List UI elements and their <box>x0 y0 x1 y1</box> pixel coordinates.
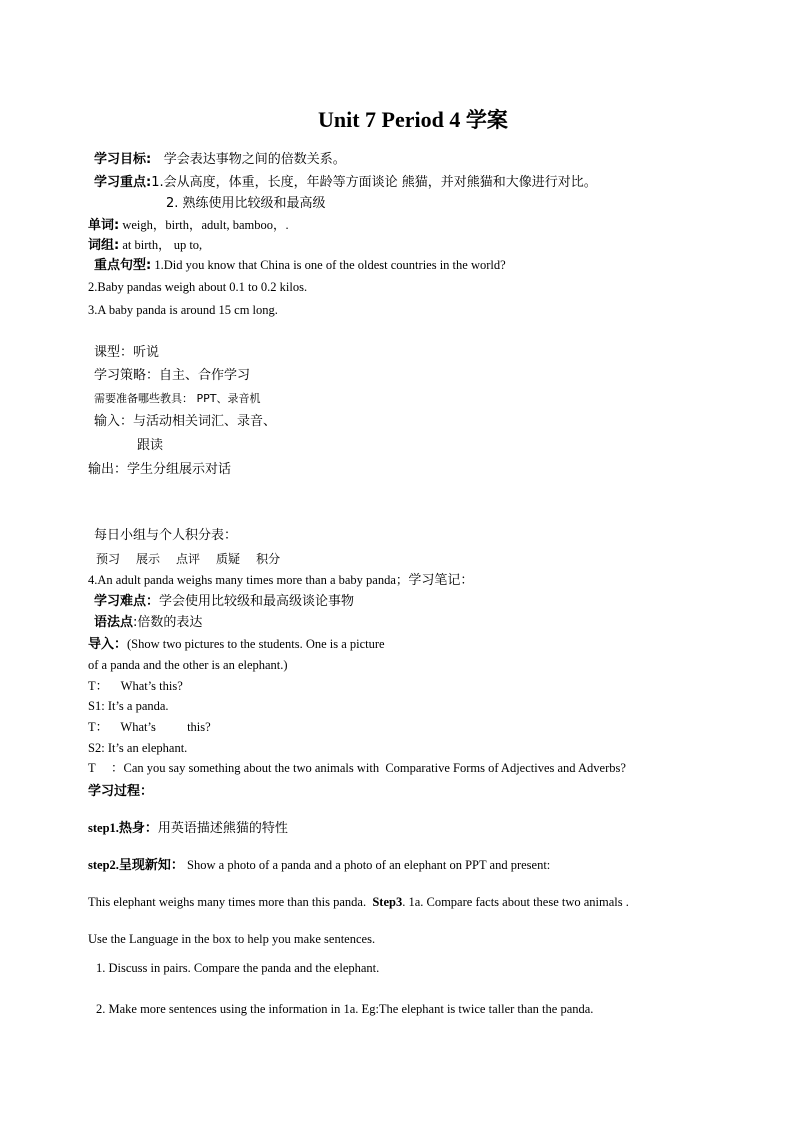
dialogue-line: S2: It’s an elephant. <box>88 741 188 755</box>
dialogue-line: T ：Can you say something about the two animals with Comparative Forms of Adjectives and Adverbs? <box>88 761 626 775</box>
page-title: Unit 7 Period 4 学案 <box>318 107 508 132</box>
key-points-item2: 2. 熟练使用比较级和最高级 <box>166 196 326 211</box>
difficulty-line: 学习难点：学会使用比较级和最高级谈论事物 <box>94 594 355 609</box>
key-sentence-2: 2.Baby pandas weigh about 0.1 to 0.2 kilos. <box>88 280 308 294</box>
intro-line-2: of a panda and the other is an elephant.) <box>88 658 288 672</box>
intro-line: 导入：(Show two pictures to the students. One is a picture <box>88 637 385 652</box>
dialogue-line: T： What’s this? <box>88 720 211 734</box>
step3-line-2: Use the Language in the box to help you make sentences. <box>88 932 376 946</box>
key-points-line: 学习重点:1.会从高度，体重，长度，年龄等方面谈论 熊猫，并对熊猫和大像进行对比。 <box>94 175 597 190</box>
grammar-line: 语法点:倍数的表达 <box>94 615 203 630</box>
task-item: 1. Discuss in pairs. Compare the panda and the elephant. <box>96 961 380 975</box>
score-table-title: 每日小组与个人积分表： <box>94 528 238 543</box>
output-line: 输出：学生分组展示对话 <box>88 462 232 477</box>
learning-strategy: 学习策略：自主、合作学习 <box>94 368 251 383</box>
step1-line: step1.热身：用英语描述熊猫的特性 <box>88 821 288 836</box>
dialogue-line: S1: It’s a panda. <box>88 699 169 713</box>
key-sentence-1: 重点句型: 1.Did you know that China is one of the oldest countries in the world? <box>94 258 506 273</box>
key-sentence-4: 4.An adult panda weighs many times more than a baby panda；学习笔记： <box>88 573 474 588</box>
step2-line: step2.呈现新知： Show a photo of a panda and a photo of an elephant on PPT and present: <box>88 858 551 873</box>
lesson-type: 课型：听说 <box>94 345 160 360</box>
input-line-2: 跟读 <box>137 438 164 453</box>
key-sentence-3: 3.A baby panda is around 15 cm long. <box>88 303 278 317</box>
task-item: 2. Make more sentences using the information in 1a. Eg:The elephant is twice taller than the panda. <box>96 1002 594 1016</box>
input-line: 输入：与活动相关词汇、录音、 <box>94 414 277 429</box>
score-table-columns: 预习 展示 点评 质疑 积分 <box>96 552 281 566</box>
teaching-aids: 需要准备哪些教具： PPT、录音机 <box>94 392 261 405</box>
words-line: 单词: weigh，birth，adult, bamboo，. <box>88 218 289 233</box>
dialogue-line: T： What’s this? <box>88 679 183 693</box>
objective-line: 学习目标: 学会表达事物之间的倍数关系。 <box>94 152 346 167</box>
process-heading: 学习过程： <box>88 784 154 799</box>
step2-step3-line: This elephant weighs many times more than this panda. Step3. 1a. Compare facts about these two animals . <box>88 895 629 909</box>
phrases-line: 词组: at birth， up to, <box>88 238 203 253</box>
